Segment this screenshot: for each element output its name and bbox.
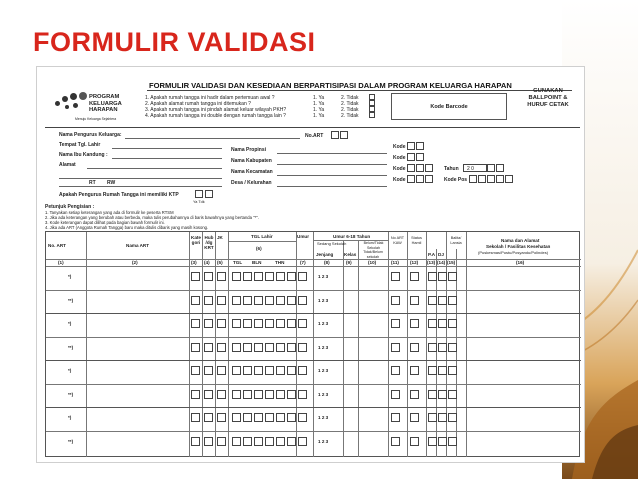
entry-box [243, 319, 252, 328]
entry-box [287, 366, 296, 375]
tahun-value: 2 0 [467, 166, 474, 172]
row-code-options: 1 2 3 [318, 415, 329, 420]
row-divider [46, 431, 581, 432]
entry-box [265, 390, 274, 399]
entry-box [191, 296, 200, 305]
entry-box [191, 272, 200, 281]
question-1: 1. Apakah rumah tangga ini hadir dalam pertemuan awal ? [145, 95, 275, 101]
entry-box [428, 413, 437, 422]
logo-line-2: KELUARGA [89, 100, 122, 107]
ktp-options: Ya Tdk [193, 200, 205, 204]
entry-box [232, 366, 241, 375]
entry-box [438, 343, 447, 352]
entry-box [276, 319, 285, 328]
entry-box [254, 437, 263, 446]
row-code-options: 1 2 3 [318, 391, 329, 397]
entry-box [391, 296, 400, 305]
entry-box [217, 437, 226, 446]
question-2: 2. Apakah alamat rumah tangga ini ditemukan ? [145, 101, 251, 107]
entry-box [243, 272, 252, 281]
entry-box [438, 390, 447, 399]
entry-box [428, 437, 437, 446]
entry-box [243, 296, 252, 305]
hdr-kelas: Kelas [344, 252, 357, 257]
hdr-hub-krt: Hub /dg KRT [204, 235, 214, 251]
entry-box [217, 343, 226, 352]
row-mark: **) [68, 297, 74, 303]
entry-box [204, 366, 213, 375]
hdr-num-12: (12) [410, 260, 419, 265]
label-nama-pengurus: Nama Pengurus Keluarga: [59, 132, 122, 138]
entry-box [204, 272, 213, 281]
hdr-jenjang: Jenjang [316, 252, 334, 257]
hdr-num-9: (9) [346, 260, 352, 265]
entry-box [254, 366, 263, 375]
hdr-nama-alamat: Nama dan Alamat [501, 238, 540, 243]
hdr-umur-6-18: Umur 6-18 Tahun [333, 234, 371, 239]
entry-box [410, 296, 419, 305]
entry-box [254, 343, 263, 352]
petunjuk-line-4: 4. Jika ada ART (Anggota Rumah Tangga) baru maka ditulis dibaris yang masih kosong. [45, 225, 209, 230]
entry-box [243, 366, 252, 375]
member-table [45, 231, 580, 457]
label-kecamatan: Nama Kecamatan [231, 169, 273, 175]
logo-tagline: Menuju Keluarga Sejahtera [75, 117, 117, 121]
hdr-umur: Umur [297, 234, 309, 239]
label-kode-1: Kode [393, 144, 406, 150]
entry-box [191, 390, 200, 399]
row-mark: *) [68, 415, 72, 420]
row-mark: *) [68, 321, 72, 326]
row-code-options: 1 2 3 [318, 368, 329, 373]
entry-box [217, 413, 226, 422]
question-3: 3. Apakah rumah tangga ini pindah alamat keluar wilayah PKH? [145, 107, 287, 113]
hdr-masih-sekolah: Tidak/Belum sekolah [363, 250, 383, 260]
entry-box [298, 296, 307, 305]
entry-box [276, 272, 285, 281]
answer-yes-4: 1. Ya [313, 113, 325, 119]
hdr-num-7: (7) [300, 260, 306, 265]
row-divider [46, 313, 581, 314]
entry-box [243, 343, 252, 352]
entry-box [391, 319, 400, 328]
entry-box [232, 272, 241, 281]
entry-box [428, 296, 437, 305]
row-divider [46, 360, 581, 361]
hdr-balita: Balita/ Lansia [450, 236, 462, 246]
answer-yes-3: 1. Ya [313, 107, 325, 113]
label-kode-2: Kode [393, 155, 406, 161]
hdr-num-1: (1) [58, 260, 64, 265]
label-kode-3: Kode [393, 166, 406, 172]
hdr-kategori: Kate gori [191, 235, 201, 246]
hdr-tgl: TGL [233, 260, 243, 265]
label-tempat-lahir: Tempat Tgl. Lahir [59, 142, 101, 148]
entry-box [217, 390, 226, 399]
entry-box [438, 272, 447, 281]
entry-box [254, 413, 263, 422]
entry-box [191, 437, 200, 446]
entry-box [287, 390, 296, 399]
entry-box [265, 366, 274, 375]
entry-box [276, 390, 285, 399]
entry-box [448, 366, 457, 375]
entry-box [265, 437, 274, 446]
entry-box [265, 343, 274, 352]
hdr-num-2: (2) [132, 260, 138, 265]
entry-box [410, 437, 419, 446]
entry-box [287, 272, 296, 281]
petunjuk-line-3: 3. Kode keterangan dapat dilihat pada bagian bawah formulir ini. [45, 220, 165, 225]
hdr-sekolah-faskes: Sekolah / Fasilitas Kesehatan [486, 244, 551, 249]
entry-box [448, 437, 457, 446]
row-code-options: 1 2 3 [318, 344, 329, 350]
entry-box [287, 413, 296, 422]
entry-box [265, 413, 274, 422]
entry-box [438, 319, 447, 328]
row-divider [46, 290, 581, 291]
entry-box [204, 319, 213, 328]
entry-box [287, 343, 296, 352]
entry-box [287, 437, 296, 446]
hdr-pa: P.A [428, 252, 436, 257]
entry-box [204, 343, 213, 352]
row-divider [46, 407, 581, 408]
logo-line-3: HARAPAN [89, 107, 118, 113]
hdr-num-11: (11) [391, 260, 399, 265]
entry-box [391, 366, 400, 375]
entry-box [287, 296, 296, 305]
hdr-thn: THN [275, 260, 285, 265]
hdr-faskes-list: (Puskesmas/Pustu/Posyandu/Polindes) [478, 250, 549, 255]
barcode-label: Kode Barcode [430, 104, 468, 110]
validation-form-image [36, 66, 585, 463]
row-code-options: 1 2 3 [318, 321, 329, 326]
entry-box [410, 319, 419, 328]
row-mark: *) [68, 274, 72, 279]
entry-box [410, 272, 419, 281]
petunjuk-line-2: 2. Jika ada keterangan yang berubah atau berbeda, maka tulis perubahannya di baris bawahnya yang bertanda "*". [45, 215, 259, 220]
answer-no-3: 2. Tidak [341, 107, 359, 113]
petunjuk-line-1: 1. Tanyakan setiap keterangan yang ada di formulir ke peserta RTSM [45, 210, 174, 215]
entry-box [265, 319, 274, 328]
hdr-dj: DJ [438, 252, 444, 257]
hdr-sedang-sekolah: Sedang Sekolah [317, 241, 347, 246]
answer-no-4: 2. Tidak [341, 113, 359, 119]
entry-box [428, 319, 437, 328]
petunjuk-title: Petunjuk Pengisian : [45, 204, 95, 210]
answer-no-2: 2. Tidak [341, 101, 359, 107]
hdr-no-art: No. ART [48, 243, 66, 248]
entry-box [298, 413, 307, 422]
label-alamat: Alamat [59, 162, 76, 168]
hdr-no-art-kaw: No ART KAW [390, 236, 405, 246]
question-4: 4. Apakah rumah tangga ini double dengan rumah tangga lain ? [145, 113, 286, 119]
entry-box [243, 390, 252, 399]
entry-box [448, 343, 457, 352]
entry-box [217, 366, 226, 375]
row-mark: *) [68, 368, 72, 373]
entry-box [232, 343, 241, 352]
entry-box [254, 296, 263, 305]
entry-box [428, 366, 437, 375]
label-kode-pos: Kode Pos [444, 177, 468, 183]
hdr-nama-art: Nama ART [126, 243, 150, 248]
entry-box [448, 390, 457, 399]
entry-box [438, 413, 447, 422]
entry-box [391, 272, 400, 281]
answer-yes-2: 1. Ya [313, 101, 325, 107]
entry-box [298, 343, 307, 352]
hdr-status-hamil: Status Hamil [411, 236, 422, 246]
hdr-jk: JK [217, 235, 223, 240]
entry-box [391, 413, 400, 422]
entry-box [448, 413, 457, 422]
label-ktp-question: Apakah Pengurus Rumah Tangga ini memiliki KTP [59, 192, 179, 198]
row-mark: **) [68, 344, 74, 350]
entry-box [276, 296, 285, 305]
entry-box [287, 319, 296, 328]
entry-box [254, 319, 263, 328]
hdr-col-6: (6) [256, 246, 262, 251]
logo-line-1: PROGRAM [89, 94, 120, 100]
entry-box [232, 413, 241, 422]
label-nama-ibu: Nama Ibu Kandung : [59, 152, 108, 158]
instruction-box [518, 88, 578, 110]
instruction-line-2: BALLPOINT & [528, 95, 568, 102]
hdr-num-16: (16) [516, 260, 525, 265]
hdr-num-15: (15) [447, 260, 456, 265]
answer-yes-1: 1. Ya [313, 95, 325, 101]
entry-box [428, 272, 437, 281]
label-rw: RW [107, 180, 116, 186]
entry-box [448, 296, 457, 305]
hdr-num-13: (13) [427, 260, 436, 265]
entry-box [298, 390, 307, 399]
barcode-box [391, 93, 507, 120]
hdr-num-10: (10) [368, 260, 377, 265]
hdr-num-5: (5) [217, 260, 223, 265]
entry-box [298, 366, 307, 375]
row-divider [46, 337, 581, 338]
entry-box [232, 390, 241, 399]
label-no-art: No.ART [305, 133, 324, 139]
entry-box [232, 296, 241, 305]
label-propinsi: Nama Propinsi [231, 147, 267, 153]
entry-box [428, 390, 437, 399]
entry-box [232, 437, 241, 446]
entry-box [217, 272, 226, 281]
entry-box [410, 343, 419, 352]
entry-box [204, 296, 213, 305]
entry-box [438, 296, 447, 305]
entry-box [265, 272, 274, 281]
instruction-line-3: HURUF CETAK [527, 102, 569, 109]
entry-box [298, 319, 307, 328]
hdr-num-4: (4) [204, 260, 210, 265]
instruction-line-1: GUNAKAN [533, 88, 563, 94]
entry-box [438, 366, 447, 375]
label-kode-4: Kode [393, 177, 406, 183]
entry-box [204, 390, 213, 399]
slide-title: FORMULIR VALIDASI [33, 27, 316, 57]
pkh-logo [51, 85, 141, 125]
hdr-num-14: (14) [437, 260, 446, 265]
row-divider [46, 384, 581, 385]
entry-box [254, 390, 263, 399]
row-code-options: 1 2 3 [318, 297, 329, 303]
entry-box [265, 296, 274, 305]
hdr-num-3: (3) [191, 260, 197, 265]
entry-box [217, 296, 226, 305]
entry-box [204, 413, 213, 422]
entry-box [391, 437, 400, 446]
entry-box [191, 319, 200, 328]
hdr-num-8: (8) [324, 260, 330, 265]
form-title: FORMULIR VALIDASI DAN KESEDIAAN BERPARTISIPASI DALAM PROGRAM KELUARGA HARAPAN [149, 81, 512, 90]
entry-box [254, 272, 263, 281]
entry-box [191, 343, 200, 352]
entry-box [276, 343, 285, 352]
entry-box [391, 390, 400, 399]
entry-box [204, 437, 213, 446]
label-tahun: Tahun [444, 166, 459, 172]
entry-box [217, 319, 226, 328]
entry-box [276, 413, 285, 422]
entry-box [391, 343, 400, 352]
answer-no-1: 2. Tidak [341, 95, 359, 101]
entry-box [448, 319, 457, 328]
entry-box [276, 437, 285, 446]
label-desa: Desa / Kelurahan [231, 180, 272, 186]
row-mark: **) [68, 391, 74, 397]
entry-box [191, 366, 200, 375]
entry-box [298, 437, 307, 446]
entry-box [191, 413, 200, 422]
entry-box [410, 366, 419, 375]
entry-box [428, 343, 437, 352]
label-rt: RT [89, 180, 96, 186]
entry-box [448, 272, 457, 281]
entry-box [276, 366, 285, 375]
entry-box [298, 272, 307, 281]
entry-box [410, 390, 419, 399]
entry-box [243, 437, 252, 446]
row-mark: **) [68, 438, 74, 444]
hdr-bln: BLN [252, 260, 262, 265]
hdr-belum-tidak: Belum/Tidak Sekolah [363, 241, 384, 251]
hdr-tgl-lahir: TGL Lahir [251, 234, 273, 239]
entry-box [243, 413, 252, 422]
row-code-options: 1 2 3 [318, 438, 329, 444]
label-kabupaten: Nama Kabupaten [231, 158, 272, 164]
entry-box [410, 413, 419, 422]
row-code-options: 1 2 3 [318, 274, 329, 279]
entry-box [232, 319, 241, 328]
entry-box [438, 437, 447, 446]
